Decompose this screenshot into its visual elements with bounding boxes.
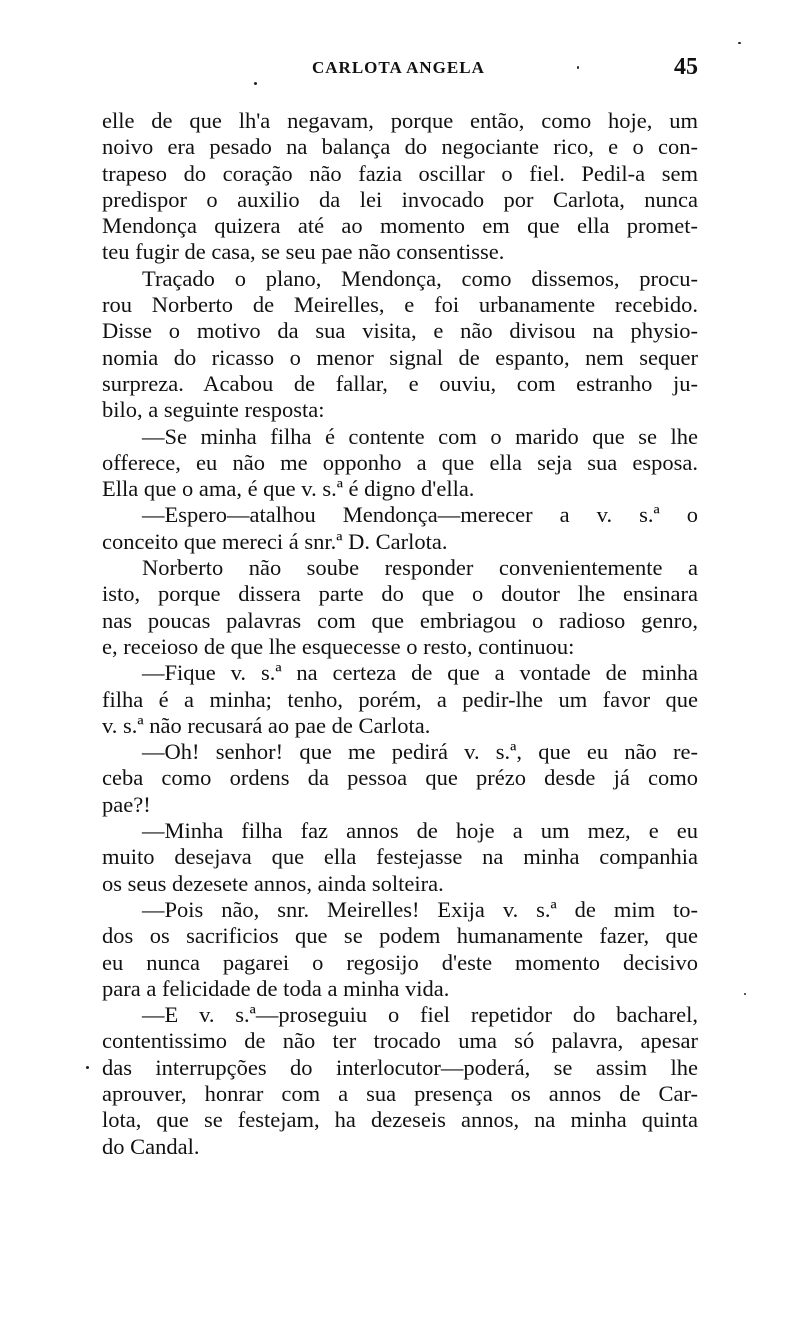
print-speck bbox=[577, 66, 579, 69]
text-line: —Pois não, snr. Meirelles! Exija v. s.ª de mim to- bbox=[142, 896, 698, 922]
text-line: trapeso do coração não fazia oscillar o fiel. Pedil-a sem bbox=[102, 160, 698, 186]
text-line: eu nunca pagarei o regosijo d'este momento decisivo bbox=[102, 949, 698, 975]
text-line: do Candal. bbox=[102, 1133, 200, 1159]
text-line: —Se minha filha é contente com o marido que se lhe bbox=[142, 423, 698, 449]
text-line: Norberto não soube responder convenientemente a bbox=[142, 555, 698, 581]
text-line: e, receioso de que lhe esquecesse o resto, continuou: bbox=[102, 633, 575, 659]
text-line: para a felicidade de toda a minha vida. bbox=[102, 975, 450, 1001]
running-head bbox=[100, 54, 700, 88]
text-line: surpreza. Acabou de fallar, e ouviu, com estranho ju- bbox=[102, 370, 698, 396]
text-line: filha é a minha; tenho, porém, a pedir-lhe um favor que bbox=[102, 686, 698, 712]
text-line: teu fugir de casa, se seu pae não consentisse. bbox=[102, 239, 505, 265]
text-line: ceba como ordens da pessoa que prézo desde já como bbox=[102, 765, 698, 791]
text-line: —Minha filha faz annos de hoje a um mez, e eu bbox=[142, 818, 698, 844]
text-line: isto, porque dissera parte do que o doutor lhe ensinara bbox=[102, 581, 698, 607]
text-line: conceito que mereci á snr.ª D. Carlota. bbox=[102, 528, 448, 554]
text-line: Traçado o plano, Mendonça, como dissemos, procu- bbox=[142, 265, 698, 291]
running-title: CARLOTA ANGELA bbox=[312, 58, 485, 77]
text-line: Mendonça quizera até ao momento em que ella promet- bbox=[102, 213, 698, 239]
text-line: v. s.ª não recusará ao pae de Carlota. bbox=[102, 712, 431, 738]
print-speck bbox=[86, 1066, 89, 1069]
text-line: contentissimo de não ter trocado uma só palavra, apesar bbox=[102, 1028, 698, 1054]
text-line: —E v. s.ª—proseguiu o fiel repetidor do bacharel, bbox=[142, 1002, 698, 1028]
body-text bbox=[102, 108, 698, 1160]
text-line: nas poucas palavras com que embriagou o radioso genro, bbox=[102, 607, 698, 633]
text-line: muito desejava que ella festejasse na minha companhia bbox=[102, 844, 698, 870]
print-speck bbox=[744, 993, 746, 995]
text-line: —Fique v. s.ª na certeza de que a vontade de minha bbox=[142, 660, 698, 686]
text-line: aprouver, honrar com a sua presença os annos de Car- bbox=[102, 1080, 698, 1106]
text-line: nomia do ricasso o menor signal de espanto, nem sequer bbox=[102, 344, 698, 370]
text-line: os seus dezesete annos, ainda solteira. bbox=[102, 870, 444, 896]
text-line: lota, que se festejam, ha dezeseis annos, na minha quinta bbox=[102, 1107, 698, 1133]
text-line: elle de que lh'a negavam, porque então, como hoje, um bbox=[102, 108, 698, 133]
text-line: rou Norberto de Meirelles, e foi urbanamente recebido. bbox=[102, 292, 698, 318]
text-line: —Oh! senhor! que me pedirá v. s.ª, que eu não re- bbox=[142, 739, 698, 765]
text-line: offerece, eu não me opponho a que ella seja sua esposa. bbox=[102, 449, 698, 475]
text-line: Disse o motivo da sua visita, e não divisou na physio- bbox=[102, 318, 698, 344]
text-line: dos os sacrificios que se podem humanamente fazer, que bbox=[102, 923, 698, 949]
text-line: predispor o auxilio da lei invocado por Carlota, nunca bbox=[102, 186, 698, 212]
text-line: —Espero—atalhou Mendonça—merecer a v. s.ª o bbox=[142, 502, 698, 528]
text-line: das interrupções do interlocutor—poderá, se assim lhe bbox=[102, 1054, 698, 1080]
page-number: 45 bbox=[674, 54, 698, 80]
text-line: pae?! bbox=[102, 791, 151, 817]
print-speck bbox=[254, 82, 257, 85]
print-speck bbox=[738, 42, 741, 44]
text-line: noivo era pesado na balança do negociante rico, e o con- bbox=[102, 134, 698, 160]
text-line: bilo, a seguinte resposta: bbox=[102, 397, 325, 423]
text-line: Ella que o ama, é que v. s.ª é digno d'ella. bbox=[102, 476, 475, 502]
